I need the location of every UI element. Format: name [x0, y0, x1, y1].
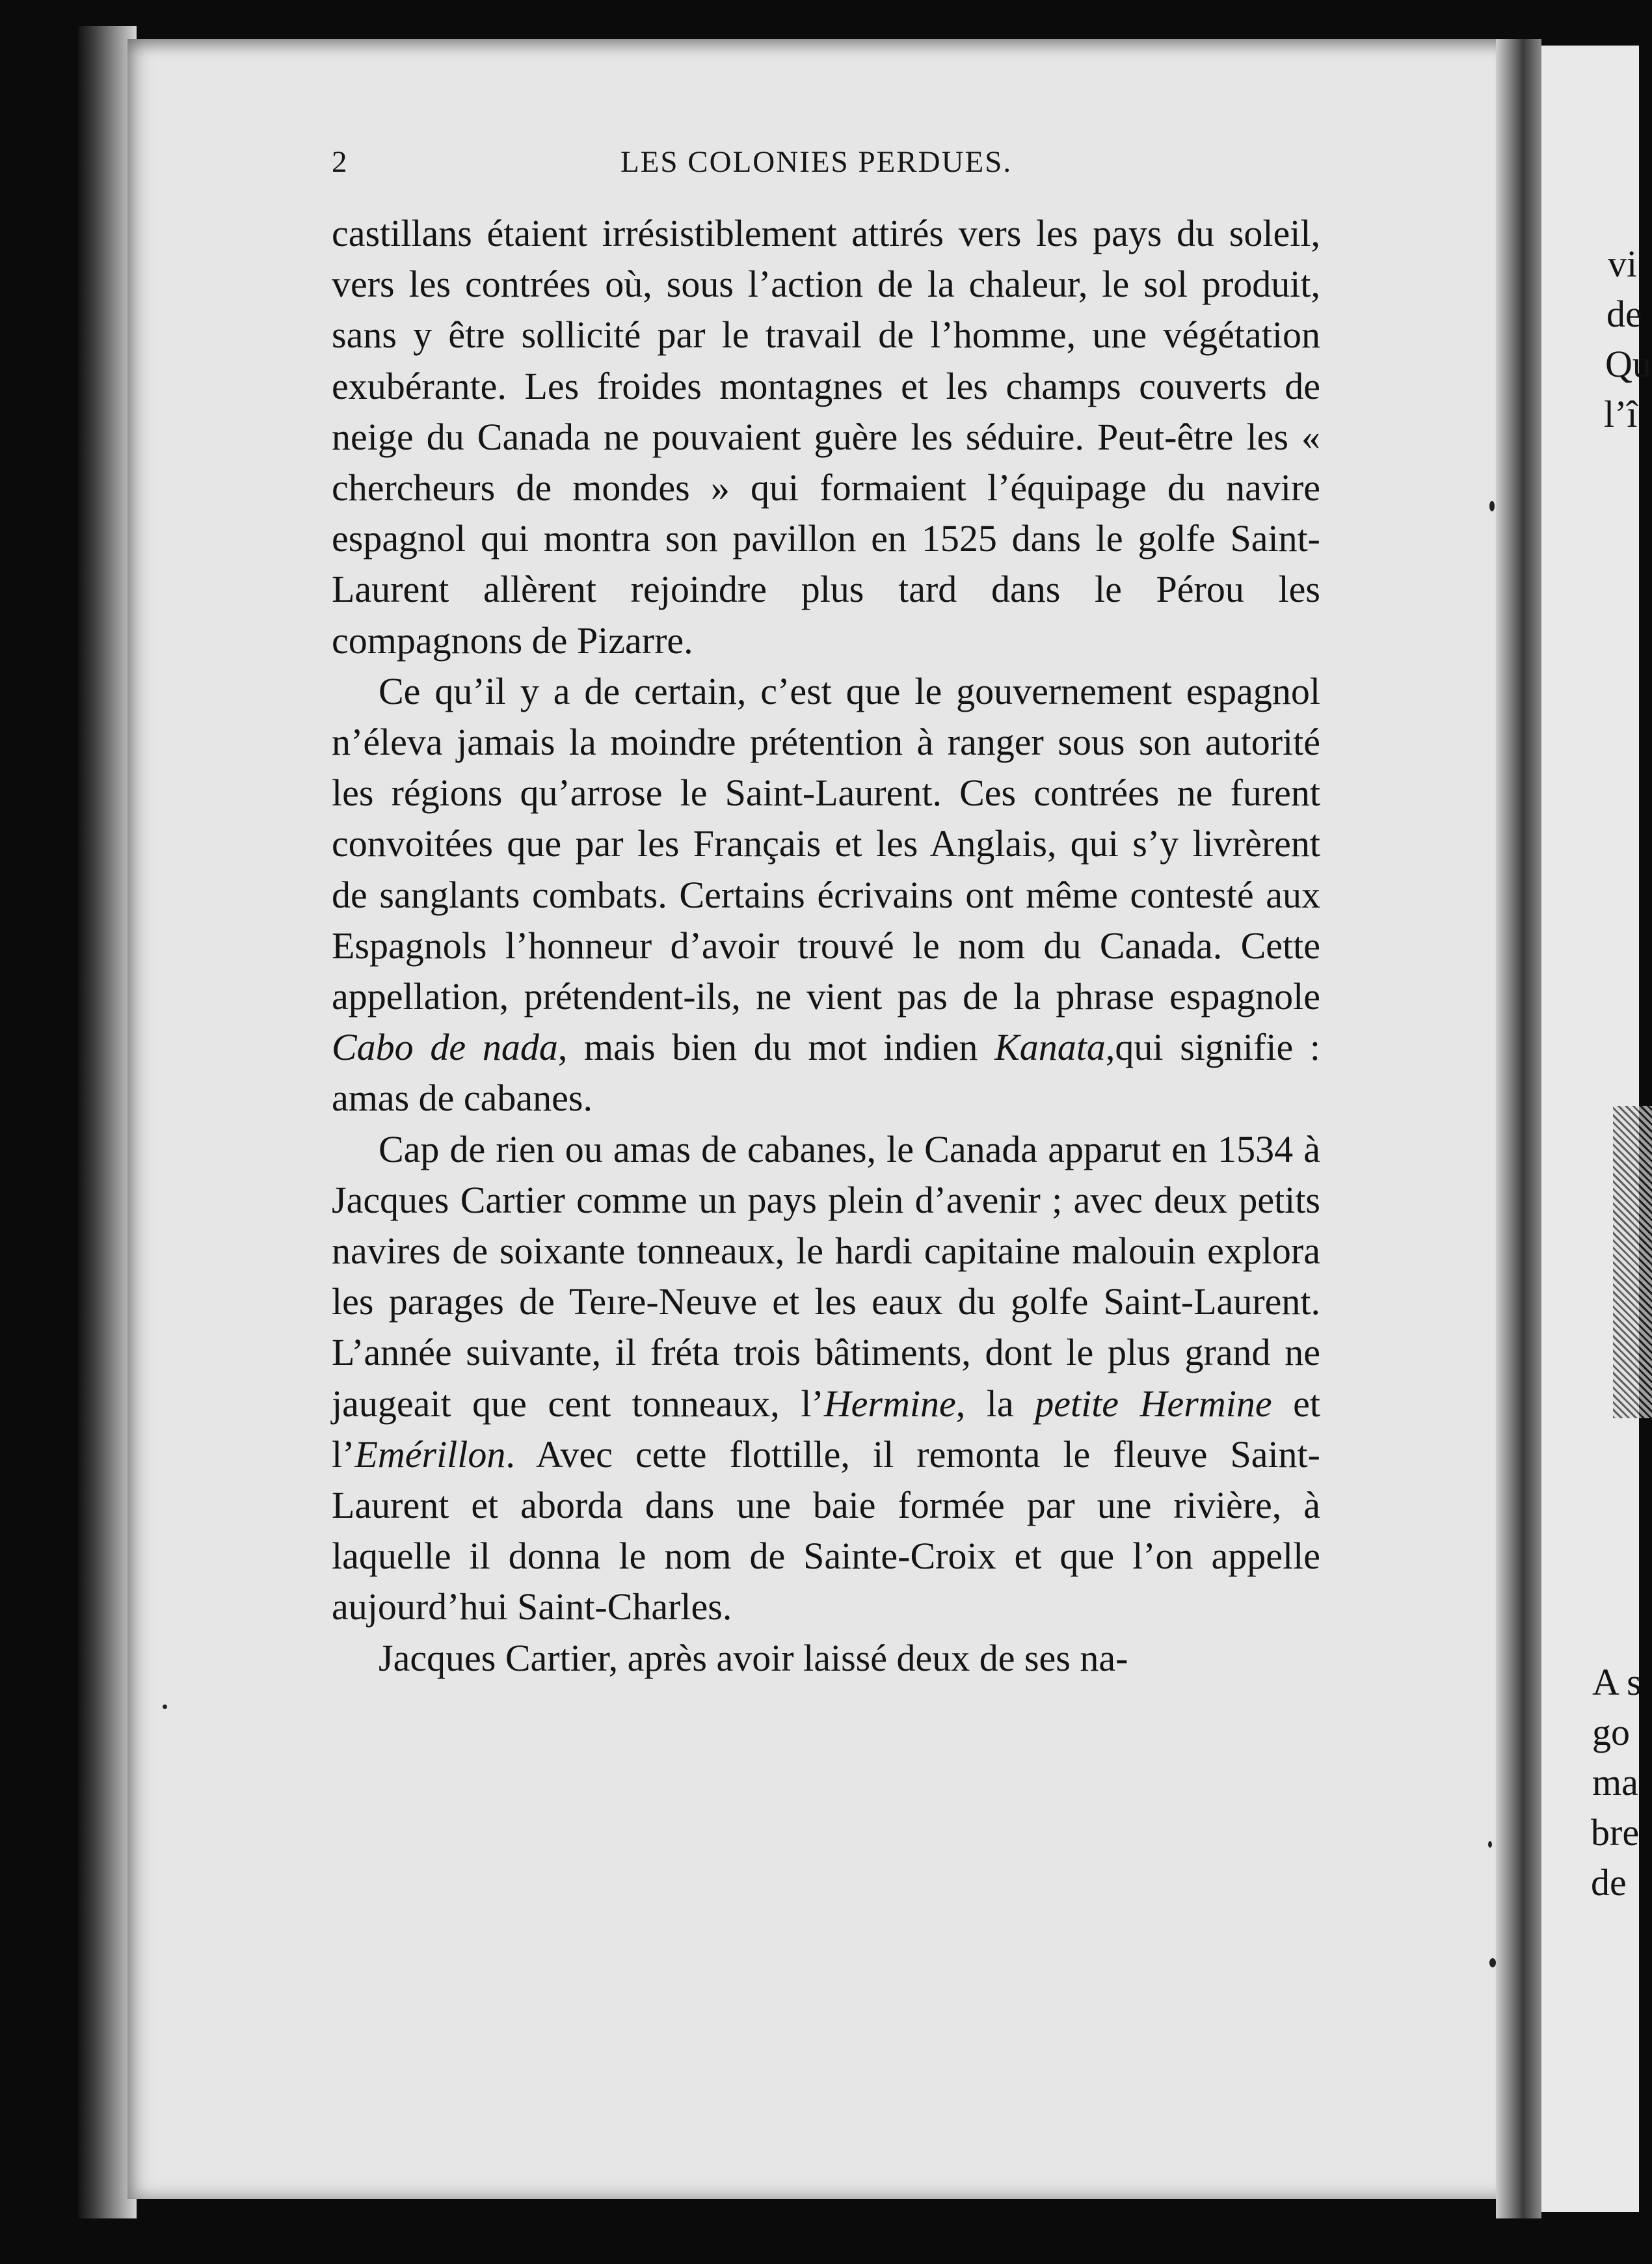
paragraph-3 — [332, 1124, 1320, 1633]
paragraph-2-text-b: , mais bien du mot indien — [557, 1026, 995, 1069]
facing-page-line: ma — [1592, 1761, 1638, 1803]
facing-page-line: Qu — [1605, 343, 1651, 385]
italic-emerillon: Emérillon — [354, 1433, 506, 1476]
italic-cabo-de-nada: Cabo de nada — [332, 1026, 558, 1069]
paragraph-2 — [332, 666, 1320, 1124]
scan-speck — [1489, 1958, 1496, 1967]
facing-page-line: go — [1592, 1711, 1630, 1753]
italic-petite-hermine: petite Hermine — [1035, 1382, 1272, 1425]
paragraph-3-text-a: Cap de rien ou amas de cabanes, le Canada apparut en 1534 à Jacques Cartier comme un pays plein d’avenir ; avec deux petits navires de soixante tonneaux, le hardi capitaine malouin explora les parages de Teıre-Neuve et les eaux du golfe Saint-Laurent. L’année suivante, il fréta trois bâtiments, dont le plus grand ne jaugeait que cent tonneaux, l’ — [332, 1127, 1320, 1425]
page-number: 2 — [332, 145, 348, 179]
page-body-text — [332, 208, 1320, 1684]
paragraph-2-text-c: ,qui signifie : amas de cabanes. — [332, 1026, 1320, 1120]
facing-page-line: vi — [1608, 243, 1638, 285]
scan-bottom-margin — [0, 2218, 1639, 2264]
italic-kanata: Kanata — [994, 1026, 1106, 1069]
facing-page-line: bre — [1591, 1811, 1640, 1853]
paragraph-4-text: Jacques Cartier, après avoir laissé deux de ses na- — [379, 1636, 1128, 1679]
italic-hermine: Hermine — [823, 1382, 956, 1425]
scan-speck — [163, 1705, 167, 1709]
paragraph-3-text-b: , la — [955, 1382, 1035, 1425]
scan-speck — [1488, 1841, 1492, 1848]
paragraph-1 — [332, 208, 1320, 666]
facing-page-line: A s — [1592, 1661, 1642, 1703]
facing-page-line: l’î — [1604, 393, 1638, 435]
scan-speck — [1489, 501, 1495, 511]
facing-page-line: de — [1606, 293, 1642, 335]
running-title: LES COLONIES PERDUES. — [620, 145, 1013, 179]
paragraph-4 — [332, 1633, 1320, 1684]
paragraph-3-text-c: et l’ — [332, 1382, 1321, 1476]
paragraph-2-text-a: Ce qu’il y a de certain, c’est que le gouvernement espagnol n’éleva jamais la moindre prétention à ranger sous son autorité les régions qu’arrose le Saint-Laurent. Ces contrées ne furent convoitées que par les Français et les Anglais, qui s’y livrèrent de sanglants combats. Certains écrivains ont même contesté aux Espagnols l’honneur d’avoir trouvé le nom du Canada. Cette appellation, prétendent-ils, ne vient pas de la phrase espagnole — [332, 669, 1320, 1018]
page-gutter — [1496, 39, 1541, 2225]
facing-page-illustration-fragment — [1613, 1106, 1652, 1418]
paragraph-3-text-d: . Avec cette flottille, il remonta le fleuve Saint-Laurent et aborda dans une baie formée par une rivière, à laquelle il donna le nom de Sainte-Croix et que l’on appelle aujourd’hui Saint-Charles. — [332, 1433, 1320, 1628]
paragraph-1-text: castillans étaient irrésistiblement attirés vers les pays du soleil, vers les contrées où, sous l’action de la chaleur, le sol produit, sans y être sollicité par le travail de l’homme, une végétation exubérante. Les froides montagnes et les champs couverts de neige du Canada ne pouvaient guère les séduire. Peut-être les « chercheurs de mondes » qui formaient l’équipage du navire espagnol qui montra son pavillon en 1525 dans le golfe Saint-Laurent allèrent rejoindre plus tard dans le Pérou les compagnons de Pizarre. — [332, 212, 1320, 662]
facing-page-line: de — [1591, 1861, 1627, 1904]
